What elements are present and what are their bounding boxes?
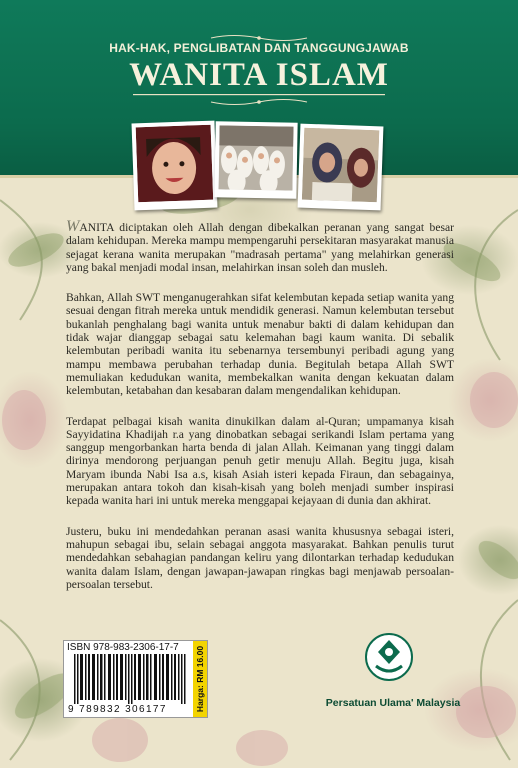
- blurb-paragraph-1: WANITA diciptakan oleh Allah dengan dibekalkan peranan yang sangat besar dalam kehidupan. Mereka mampu mempengaruhi persekitaran masyarakat manusia sejagat kerana wanita merupakan "madrasah pertama" yang melahirkan generasi yang bakal menjadi modal insan, melahirkan insan soleh dan musleh.: [66, 218, 454, 274]
- blurb-text: [66, 220, 454, 608]
- book-title: WANITA ISLAM: [129, 57, 389, 93]
- publisher-name: Persatuan Ulama' Malaysia: [325, 697, 461, 709]
- isbn-barcode-box: [63, 640, 195, 718]
- bottom-ornament-icon: [209, 97, 309, 107]
- isbn-label: ISBN 978-983-2306-17-7: [67, 642, 179, 653]
- title-divider: [133, 94, 385, 96]
- ulama-association-logo-icon: [364, 632, 414, 682]
- smiling-child-photo-icon: [136, 125, 214, 203]
- drop-cap: W: [66, 218, 80, 235]
- barcode-icon: [74, 654, 186, 704]
- blurb-paragraph-4: Justeru, buku ini mendedahkan peranan asasi wanita khususnya sebagai isteri, mahupun sebagai ibu, selain sebagai anggota masyarakat. Bahkan penulis turut mendedahkan sebahagian pandangan keliru yang dilontarkan terhadap kedudukan wanita dalam Islam, dengan jawapan-jawapan ringkas bagi menjawab persoalan-persoalan tersebut.: [66, 524, 454, 591]
- women-studying-photo-icon: [302, 128, 379, 203]
- women-group-photo-icon: [218, 125, 293, 190]
- isbn-digits: 9 789832 306177: [68, 704, 167, 715]
- photo-child: [132, 121, 218, 211]
- price-label: Harga: RM 16.00: [195, 645, 205, 713]
- photo-women: [298, 124, 384, 211]
- blurb-paragraph-2: Bahkan, Allah SWT menganugerahkan sifat kelembutan kepada setiap wanita yang sesuai dengan fitrah mereka untuk mendidik generasi. Namun kelembutan tersebut bukanlah penghalang bagi wanita untuk menabur bakti di dalam kehidupan dan tidak wajar dianggap sebagai satu kelemahan bagi kaum wanita. Di sebalik kelembutan peribadi wanita itu sebenarnya tersembunyi peribadi agung yang mampu membawa perubahan terhadap dunia. Begitulah betapa Allah SWT memuliakan kedudukan wanita, membekalkan wanita dengan kekuatan dalam kelembutan, ketabahan dan kesabaran dalam mengendalikan kehidupan.: [66, 291, 454, 398]
- blurb-paragraph-3: Terdapat pelbagai kisah wanita dinukilkan dalam al-Quran; umpamanya kisah Sayyidatina Khadijah r.a yang dinobatkan sebagai serikandi Islam pertama yang sanggup mengorbankan harta benda di jalan Allah. Keimanan yang tinggi dalam dirinya mendorong perjuangan penuh getir menuju Allah. Begitu juga, kisah Maryam ibunda Nabi Isa a.s, kisah Asiah isteri kepada Firaun, dan sebagainya, merupakan antara tokoh dan kisah-kisah yang boleh menjadi sumber inspirasi kepada wanita hari ini untuk mereka menggapai kejayaan di dunia dan akhirat.: [66, 414, 454, 508]
- photo-group: [214, 121, 297, 198]
- book-subtitle: HAK-HAK, PENGLIBATAN DAN TANGGUNGJAWAB: [109, 41, 409, 55]
- price-tag: [193, 640, 208, 718]
